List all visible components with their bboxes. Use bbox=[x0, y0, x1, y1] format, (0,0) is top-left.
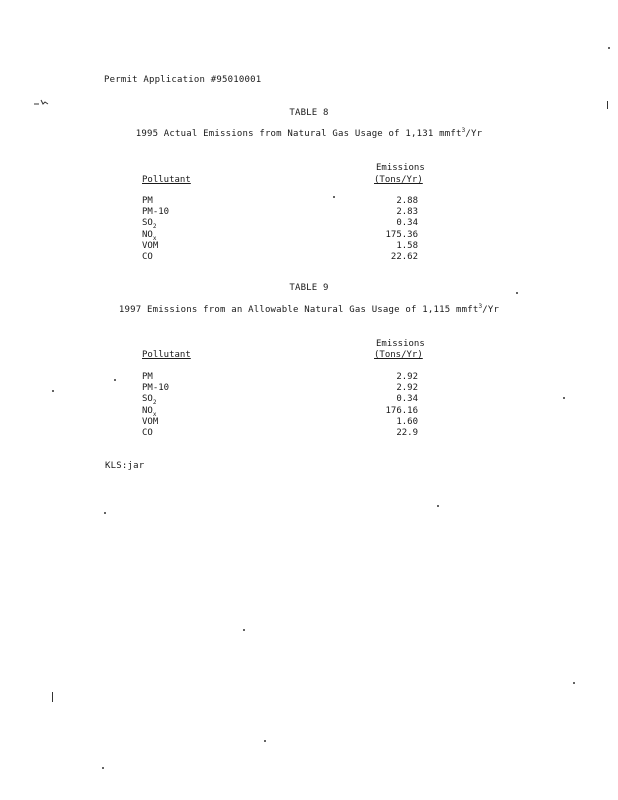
table-9-emission-value: 0.34 bbox=[396, 394, 418, 405]
table-8-emissions-header: Emissions bbox=[376, 163, 425, 173]
table-8-emission-value: 0.34 bbox=[396, 218, 418, 229]
scan-speck bbox=[243, 629, 245, 631]
table-9-emission-value: 22.9 bbox=[396, 428, 418, 438]
table-8-pollutant-subscript: 2 bbox=[152, 223, 157, 231]
typist-initials: KLS:jar bbox=[105, 461, 145, 471]
table-9-pollutant-name: NO bbox=[142, 405, 153, 416]
table-9-emission-value: 1.60 bbox=[396, 416, 418, 427]
table-8-pollutant-name: VOM bbox=[142, 240, 159, 251]
scan-speck bbox=[573, 682, 575, 684]
table-9-caption-sup: 3 bbox=[478, 303, 483, 310]
scan-speck bbox=[114, 379, 116, 381]
table-8-title: TABLE 8 bbox=[289, 108, 329, 118]
table-9-pollutant-name: CO bbox=[142, 428, 153, 438]
table-9-units-header: (Tons/Yr) bbox=[374, 350, 423, 360]
table-8-emission-value: 2.83 bbox=[396, 207, 418, 218]
table-8-pollutant-cell bbox=[142, 196, 153, 206]
table-8-pollutant-name: CO bbox=[142, 252, 153, 262]
table-8-emission-value: 2.88 bbox=[396, 196, 418, 206]
table-9-pollutant-subscript: x bbox=[152, 410, 157, 418]
scan-speck bbox=[102, 767, 104, 769]
table-9-emissions-header: Emissions bbox=[376, 339, 425, 349]
permit-application-header: Permit Application #95010001 bbox=[104, 75, 262, 85]
scan-speck bbox=[516, 292, 518, 294]
table-8-pollutant-cell bbox=[142, 252, 153, 262]
table-8-caption-sup: 3 bbox=[461, 127, 466, 134]
table-8-pollutant-name: SO bbox=[142, 218, 153, 229]
table-8-caption-text: 1995 Actual Emissions from Natural Gas Usage of 1,131 mmft bbox=[135, 129, 462, 139]
table-9-emission-value: 2.92 bbox=[396, 372, 418, 382]
scan-speck bbox=[104, 512, 106, 514]
table-8-units-header: (Tons/Yr) bbox=[374, 175, 423, 185]
table-9-pollutant-subscript: 2 bbox=[152, 399, 157, 407]
table-8-emission-value: 22.62 bbox=[390, 252, 418, 262]
table-9-pollutant-name: PM-10 bbox=[142, 383, 170, 394]
table-9-caption-text: 1997 Emissions from an Allowable Natural Gas Usage of 1,115 mmft bbox=[118, 305, 479, 315]
table-9-pollutant-cell bbox=[142, 428, 153, 438]
table-8-emission-value: 1.58 bbox=[396, 240, 418, 251]
table-9-pollutant-cell bbox=[142, 372, 153, 382]
scan-speck bbox=[563, 397, 565, 399]
table-8-pollutant-cell bbox=[142, 218, 157, 231]
scribble-icon bbox=[33, 98, 51, 106]
table-9-pollutant-cell bbox=[142, 406, 156, 416]
scan-speck bbox=[52, 692, 53, 702]
scan-speck bbox=[333, 196, 335, 198]
table-9-pollutant-header: Pollutant bbox=[142, 350, 191, 360]
scan-speck bbox=[264, 740, 266, 742]
table-8-pollutant-subscript: x bbox=[152, 234, 157, 242]
scan-speck bbox=[607, 101, 608, 109]
table-9-emission-value: 176.16 bbox=[385, 405, 418, 416]
scan-speck bbox=[437, 505, 439, 507]
table-8-caption-unit: /Yr bbox=[465, 129, 483, 139]
table-8-pollutant-name: NO bbox=[142, 229, 153, 240]
table-9-pollutant-name: SO bbox=[142, 394, 153, 405]
table-9-pollutant-cell bbox=[142, 417, 158, 427]
scan-speck bbox=[608, 47, 610, 49]
table-8-pollutant-name: PM bbox=[142, 196, 153, 206]
table-8-pollutant-cell bbox=[142, 207, 169, 217]
table-9-emission-value: 2.92 bbox=[396, 383, 418, 394]
table-9-title: TABLE 9 bbox=[289, 283, 329, 293]
table-8-pollutant-cell bbox=[142, 241, 158, 251]
table-8-pollutant-cell bbox=[142, 230, 156, 240]
table-9-pollutant-name: VOM bbox=[142, 416, 159, 427]
table-9-pollutant-name: PM bbox=[142, 372, 153, 382]
scan-artifact-mark bbox=[33, 98, 51, 104]
table-8-emission-value: 175.36 bbox=[385, 229, 418, 240]
table-9-caption-unit: /Yr bbox=[482, 305, 500, 315]
table-9-pollutant-cell bbox=[142, 394, 157, 407]
table-9-pollutant-cell bbox=[142, 383, 169, 393]
table-8-caption bbox=[0, 129, 618, 140]
scan-speck bbox=[52, 390, 54, 392]
table-8-pollutant-header: Pollutant bbox=[142, 175, 191, 185]
table-9-caption bbox=[0, 305, 618, 316]
table-8-pollutant-name: PM-10 bbox=[142, 207, 170, 218]
